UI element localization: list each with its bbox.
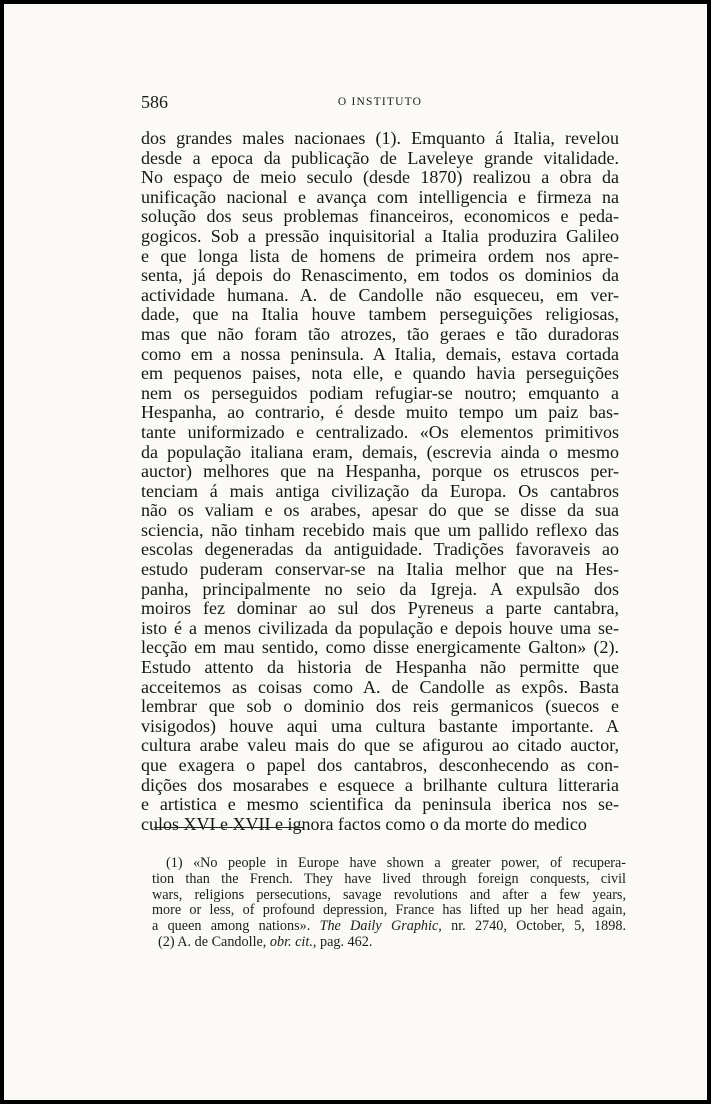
page-number: 586 — [141, 92, 168, 112]
text-line: Hespanha, ao contrario, é desde muito tempo um paiz bas- — [141, 402, 619, 423]
text-line: lembrar que sob o dominio dos reis germanicos (suecos e — [141, 696, 619, 717]
body-text — [141, 129, 619, 834]
text-line: tenciam á mais antiga civilização da Europa. Os cantabros — [141, 480, 619, 501]
text-line: unificação nacional e avança com intelligencia e firmeza na — [141, 186, 619, 207]
footnote-2-abbrev: obr. cit., — [269, 933, 317, 950]
text-line: dições dos mosarabes e esquece a brilhante cultura litteraria — [141, 774, 619, 795]
text-line: e artistica e mesmo scientifica da peninsula iberica nos se- — [141, 794, 619, 815]
text-line: e que longa lista de homens de primeira ordem nos apre- — [141, 245, 619, 266]
footnote-1-line: more or less, of profound depression, France has lifted up her head again, — [152, 902, 626, 919]
text-line: lecção em mau sentido, como disse energicamente Galton» (2). — [141, 637, 619, 658]
text-line: dos grandes males nacionaes (1). Emquanto á Italia, revelou — [141, 128, 619, 148]
text-line: actividade humana. A. de Candolle não esqueceu, em ver- — [141, 284, 619, 305]
footnote-2 — [158, 935, 626, 951]
text-line: visigodos) houve aqui uma cultura bastante importante. A — [141, 715, 619, 736]
text-line: No espaço de meio seculo (desde 1870) realizou a obra da — [141, 167, 619, 188]
text-line: não os valiam e os arabes, apesar do que se disse da sua — [141, 500, 619, 521]
footnote-2-page: pag. 462. — [319, 933, 373, 950]
text-line: nem os perseguidos podiam refugiar-se noutro; emquanto a — [141, 382, 619, 403]
text-line: desde a epoca da publicação de Laveleye grande vitalidade. — [141, 147, 619, 168]
text-line: mas que não foram tão atrozes, tão geraes e tão duradoras — [141, 323, 619, 344]
text-line: senta, já depois do Renascimento, em todos os dominios da — [141, 265, 619, 286]
footnotes — [152, 856, 626, 951]
footnote-1-last-line — [152, 919, 626, 935]
text-line: que exagera o papel dos cantabros, desconhecendo as con- — [141, 755, 619, 775]
text-line: estudo puderam conservar-se na Italia melhor que na Hes- — [141, 559, 619, 580]
footnote-1-line: tion than the French. They have lived through foreign conquests, civil — [152, 870, 626, 887]
text-line: tante uniformizado e centralizado. «Os elementos primitivos — [141, 421, 619, 442]
text-line: Estudo attento da historia de Hespanha não permitte que — [141, 657, 619, 678]
text-line: gogicos. Sob a pressão inquisitorial a Italia produzira Galileo — [141, 225, 619, 246]
text-line: como em a nossa peninsula. A Italia, demais, estava cortada — [141, 343, 619, 364]
page-header — [141, 92, 619, 114]
text-line: sciencia, não tinham recebido mais que um pallido reflexo das — [141, 519, 619, 540]
text-line: dade, que na Italia houve tambem perseguições religiosas, — [141, 304, 619, 325]
text-line: acceitemos as coisas como A. de Candolle as expôs. Basta — [141, 676, 619, 697]
running-title: O INSTITUTO — [337, 96, 423, 108]
book-page — [4, 4, 707, 1100]
footnote-1-citation: nr. 2740, October, 5, 1898. — [451, 918, 626, 935]
text-line: cultura arabe valeu mais do que se afigurou ao citado auctor, — [141, 735, 619, 756]
text-line: moiros fez dominar ao sul dos Pyreneus a parte cantabra, — [141, 598, 619, 619]
footnote-2-text: (2) A. de Candolle, — [158, 933, 267, 950]
text-line: isto é a menos civilizada da população e depois houve uma se- — [141, 617, 619, 638]
text-line: escolas degeneradas da antiguidade. Tradições favoraveis ao — [141, 539, 619, 560]
text-line: da população italiana eram, demais, (escrevia ainda o mesmo — [141, 441, 619, 462]
footnote-1-text: a queen among nations». — [152, 918, 311, 935]
text-line: auctor) melhores que na Hespanha, porque os etruscos per- — [141, 461, 619, 482]
footnote-1-source-title: The Daily Graphic, — [319, 918, 442, 935]
text-line: culos XVI e XVII e ignora factos como o da morte do medico — [141, 813, 587, 834]
text-line: solução dos seus problemas financeiros, economicos e peda- — [141, 206, 619, 227]
footnote-1-line: (1) «No people in Europe have shown a greater power, of recupera- — [166, 855, 626, 871]
text-line: em pequenos paises, nota elle, e quando havia perseguições — [141, 363, 619, 384]
footnote-1-line: wars, religions persecutions, savage revolutions and after a few years, — [152, 886, 626, 903]
footnote-separator — [154, 827, 304, 828]
text-line: panha, principalmente no seio da Igreja. A expulsão dos — [141, 578, 619, 599]
